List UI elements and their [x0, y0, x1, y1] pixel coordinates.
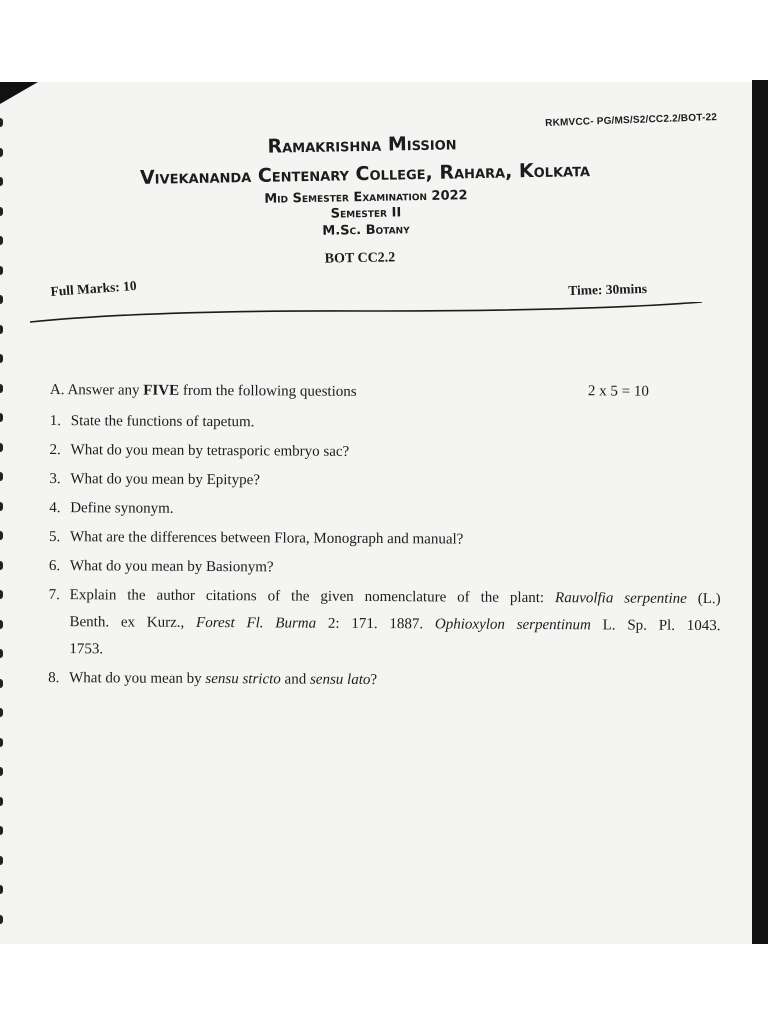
question-item — [46, 408, 722, 439]
binding-hole — [0, 177, 3, 186]
background — [0, 944, 768, 1024]
binding-hole — [0, 325, 3, 334]
binding-hole — [0, 236, 3, 245]
exam-time: Time: 30mins — [568, 280, 648, 298]
binding-hole — [0, 767, 3, 776]
binding-hole — [0, 590, 3, 599]
institution-name-line2: Vivekananda Centenary College, Rahara, Kolkata — [139, 159, 591, 189]
paper-code: RKMVCC- PG/MS/S2/CC2.2/BOT-22 — [545, 111, 718, 129]
binding-hole — [0, 531, 3, 540]
binding-hole — [0, 472, 3, 481]
binding-hole — [0, 826, 3, 835]
question-text: What do you mean by tetrasporic embryo sac? — [70, 442, 350, 460]
binding-hole — [0, 384, 3, 393]
institution-name-line1: Ramakrishna Mission — [267, 132, 457, 158]
binding-hole — [0, 708, 3, 717]
course-name: M.Sc. Botany — [322, 222, 410, 239]
question-item — [45, 524, 721, 555]
question-line: 1753. — [69, 641, 104, 658]
paper-code-title: BOT CC2.2 — [324, 250, 396, 267]
question-number: 6. — [48, 558, 61, 575]
question-number: 7. — [48, 587, 60, 604]
question-section — [44, 380, 722, 696]
question-number: 3. — [49, 471, 61, 488]
question-number: 1. — [49, 413, 62, 430]
page-edge-shadow — [752, 80, 768, 944]
binding-hole — [0, 620, 3, 629]
question-item — [45, 495, 721, 526]
question-item — [45, 553, 721, 584]
binding-hole — [0, 118, 3, 127]
binding-hole — [0, 413, 3, 422]
binding-hole — [0, 915, 3, 924]
header-divider — [30, 302, 702, 324]
question-number: 5. — [48, 529, 61, 546]
binding-hole — [0, 856, 3, 865]
basionym-name: Ophioxylon serpentinum — [434, 616, 591, 634]
question-text: What do you mean by Epitype? — [70, 471, 260, 489]
question-number: 8. — [48, 670, 60, 687]
folded-corner — [0, 82, 38, 104]
question-text: State the functions of tapetum. — [70, 413, 255, 431]
binding-hole — [0, 561, 3, 570]
latin-term: sensu lato — [309, 671, 371, 688]
question-item — [45, 437, 721, 468]
section-marks: 2 x 5 = 10 — [587, 383, 649, 400]
question-text: Define synonym. — [70, 500, 174, 517]
question-line: Benth. ex Kurz., Forest Fl. Burma 2: 171. 1887. Ophioxylon serpentinum L. Sp. Pl. 1043. — [69, 614, 721, 635]
section-label: A. — [49, 382, 65, 399]
binding-hole — [0, 797, 3, 806]
section-instruction — [46, 380, 722, 410]
binding-hole — [0, 207, 3, 216]
full-marks: Full Marks: 10 — [50, 277, 138, 299]
binding-hole — [0, 738, 3, 747]
binding-hole — [0, 502, 3, 511]
question-line: Explain the author citations of the given nomenclature of the plant: Rauvolfia serpentine (L.) — [69, 587, 721, 608]
question-item-8: 8. What do you mean by sensu stricto and sensu lato? — [44, 665, 720, 696]
plant-name: Rauvolfia serpentine — [555, 590, 687, 607]
question-number: 4. — [49, 500, 61, 517]
binding-hole — [0, 885, 3, 894]
latin-term: sensu stricto — [205, 670, 281, 688]
semester: Semester II — [330, 205, 402, 222]
question-text: What do you mean by Basionym? — [69, 558, 274, 576]
exam-title: Mid Semester Examination 2022 — [264, 188, 468, 207]
question-text: What are the differences between Flora, Monograph and manual? — [69, 529, 464, 548]
binding-hole — [0, 354, 3, 363]
binding-hole — [0, 295, 3, 304]
question-item — [45, 466, 721, 497]
instruction-text: Answer any — [67, 382, 140, 399]
question-number: 2. — [49, 442, 61, 459]
instruction-text-end: from the following questions — [182, 382, 357, 400]
binding-hole — [0, 679, 3, 688]
binding-hole — [0, 649, 3, 658]
binding-holes — [0, 118, 5, 938]
instruction-emphasis: FIVE — [143, 382, 180, 399]
publication-title: Forest Fl. Burma — [196, 614, 317, 632]
binding-hole — [0, 443, 3, 452]
question-item-7 — [44, 582, 720, 667]
